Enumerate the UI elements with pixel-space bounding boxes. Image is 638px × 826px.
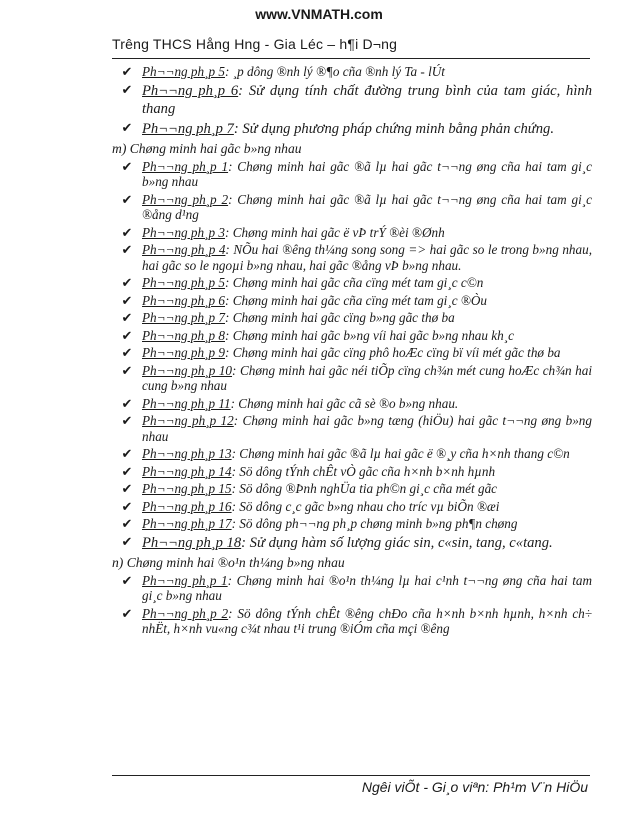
- method-text: [142, 159, 592, 190]
- method-item: [112, 499, 592, 515]
- method-text: [142, 275, 592, 291]
- method-description: : Sö dông c¸c gãc b»ng nhau cho tríc vµ biÕn ®æi: [231, 498, 500, 514]
- method-label: Ph¬¬ng ph¸p 3: [142, 224, 225, 240]
- check-icon: ✔: [121, 463, 133, 479]
- method-text: [142, 310, 592, 326]
- method-description: : Chøng minh hai gãc cña cïng mét tam gi¸c ®Òu: [225, 292, 488, 308]
- method-item: [112, 363, 592, 394]
- method-item: [112, 159, 592, 190]
- page-footer: Ngêi viÕt - Gi¸o viªn: Ph¹m V¨n HiÖu: [361, 779, 588, 795]
- method-item: [112, 82, 592, 118]
- check-icon: ✔: [121, 119, 133, 135]
- check-icon: ✔: [121, 292, 133, 308]
- method-text: [142, 242, 592, 273]
- method-item: [112, 345, 592, 361]
- method-label: Ph¬¬ng ph¸p 2: [142, 191, 229, 207]
- method-label: Ph¬¬ng ph¸p 8: [142, 327, 225, 343]
- method-text: [142, 516, 592, 532]
- header-divider: [112, 58, 590, 59]
- check-icon: ✔: [121, 275, 133, 290]
- method-description: : Chøng minh hai gãc néi tiÕp cïng ch¾n mét cung hoÆc ch¾n hai cung b»ng nhau: [142, 362, 592, 393]
- method-text: [142, 413, 592, 444]
- method-description: : Chøng minh hai gãc ®ã lµ hai gãc ë ®¸y cña h×nh thang c©n: [231, 446, 570, 461]
- check-icon: ✔: [121, 64, 133, 79]
- method-item: [112, 573, 592, 604]
- check-icon: ✔: [121, 345, 133, 360]
- method-item: [112, 534, 592, 552]
- site-url: www.VNMATH.com: [255, 6, 383, 22]
- check-icon: ✔: [121, 310, 133, 325]
- method-item: [112, 293, 592, 309]
- method-item: [112, 446, 592, 462]
- method-description: : Chøng minh hai gãc ®ã lµ hai gãc t¬¬ng øng cña hai tam gi¸c b»ng nhau: [142, 158, 592, 189]
- method-label: Ph¬¬ng ph¸p 5: [142, 64, 225, 79]
- method-item: [112, 64, 592, 80]
- method-text: [142, 534, 592, 552]
- method-description: : Sö dông tÝnh chÊt vÒ gãc cña h×nh b×nh hµnh: [231, 463, 496, 479]
- method-item: [112, 464, 592, 480]
- method-description: : Chøng minh hai gãc cïng phô hoÆc cïng bï víi mét gãc thø ba: [225, 345, 561, 360]
- method-item: [112, 310, 592, 326]
- method-label: Ph¬¬ng ph¸p 16: [142, 498, 232, 514]
- method-description: : NÕu hai ®êng th¼ng song song => hai gãc so le trong b»ng nhau, hai gãc so le ngoµi b»ng nhau, hai gãc ®ång vÞ b»ng nhau.: [142, 242, 592, 273]
- method-description: : Chøng minh hai gãc ®ã lµ hai gãc t¬¬ng øng cña hai tam gi¸c ®ång d¹ng: [142, 191, 592, 222]
- method-list-segments: [112, 573, 592, 637]
- check-icon: ✔: [121, 533, 133, 549]
- method-description: : Sö dông tÝnh chÊt ®êng chÐo cña h×nh b×nh hµnh, h×nh ch÷ nhËt, h×nh vu«ng c¾t nhau t¹i trung ®iÓm cña mçi ®êng: [142, 605, 593, 636]
- method-text: [142, 192, 592, 223]
- method-description: : Chøng minh hai gãc ë vÞ trÝ ®èi ®Ønh: [225, 224, 445, 240]
- method-label: Ph¬¬ng ph¸p 7: [142, 120, 234, 137]
- method-text: [142, 120, 592, 138]
- check-icon: ✔: [121, 516, 133, 531]
- method-text: [142, 82, 592, 118]
- method-item: [112, 516, 592, 532]
- method-text: [142, 464, 592, 480]
- method-item: [112, 225, 592, 241]
- method-text: [142, 396, 592, 412]
- check-icon: ✔: [121, 81, 133, 97]
- method-description: : Chøng minh hai ®o¹n th¼ng lµ hai c¹nh t¬¬ng øng cña hai tam gi¸c b»ng nhau: [142, 572, 593, 603]
- method-label: Ph¬¬ng ph¸p 11: [142, 395, 231, 411]
- method-text: [142, 481, 592, 497]
- method-item: [112, 120, 592, 138]
- method-text: [142, 64, 592, 80]
- method-list-angles: [112, 159, 592, 552]
- method-text: [142, 328, 592, 344]
- method-label: Ph¬¬ng ph¸p 14: [142, 463, 232, 479]
- method-description: : Chøng minh hai gãc b»ng víi hai gãc b»ng nhau kh¸c: [225, 327, 514, 343]
- method-item: [112, 328, 592, 344]
- footer-divider: [112, 775, 590, 776]
- method-label: Ph¬¬ng ph¸p 6: [142, 82, 239, 99]
- method-label: Ph¬¬ng ph¸p 12: [142, 413, 234, 428]
- method-text: [142, 293, 592, 309]
- check-icon: ✔: [121, 224, 133, 240]
- check-icon: ✔: [121, 191, 133, 207]
- method-label: Ph¬¬ng ph¸p 5: [142, 275, 225, 290]
- check-icon: ✔: [121, 362, 133, 378]
- method-label: Ph¬¬ng ph¸p 1: [142, 158, 229, 174]
- method-item: [112, 396, 592, 412]
- method-list-previous: [112, 64, 592, 138]
- method-item: [112, 242, 592, 273]
- method-description: : Chøng minh hai gãc cña cïng mét tam gi¸c c©n: [225, 275, 484, 290]
- method-description: : Sử dụng phương pháp chứng minh bằng phản chứng.: [233, 120, 554, 137]
- method-text: [142, 446, 592, 462]
- method-text: [142, 499, 592, 515]
- method-label: Ph¬¬ng ph¸p 4: [142, 242, 226, 257]
- section-heading-m: m) Chøng minh hai gãc b»ng nhau: [112, 140, 302, 156]
- method-text: [142, 225, 592, 241]
- method-label: Ph¬¬ng ph¸p 15: [142, 481, 232, 496]
- check-icon: ✔: [121, 605, 133, 621]
- section-heading-n: n) Chøng minh hai ®o¹n th¼ng b»ng nhau: [112, 554, 345, 570]
- method-label: Ph¬¬ng ph¸p 17: [142, 516, 232, 531]
- check-icon: ✔: [121, 395, 133, 411]
- check-icon: ✔: [121, 572, 133, 588]
- method-item: [112, 606, 592, 637]
- method-label: Ph¬¬ng ph¸p 10: [142, 362, 233, 378]
- method-text: [142, 573, 592, 604]
- check-icon: ✔: [121, 446, 133, 461]
- method-label: Ph¬¬ng ph¸p 2: [142, 605, 229, 621]
- page-header: Trêng THCS Hång Hng - Gia Léc – h¶i D¬ng: [112, 36, 398, 52]
- method-description: : Sö dông ®Þnh nghÜa tia ph©n gi¸c cña mét gãc: [231, 481, 498, 496]
- check-icon: ✔: [121, 158, 133, 174]
- check-icon: ✔: [121, 327, 133, 343]
- method-label: Ph¬¬ng ph¸p 13: [142, 446, 232, 461]
- method-description: : Sử dụng tính chất đường trung bình của tam giác, hình thang: [142, 82, 592, 117]
- method-description: : Sử dụng hàm số lượng giác sin, c«sin, tang, c«tang.: [241, 534, 553, 551]
- check-icon: ✔: [121, 498, 133, 514]
- method-item: [112, 481, 592, 497]
- method-item: [112, 275, 592, 291]
- method-label: Ph¬¬ng ph¸p 1: [142, 572, 228, 588]
- method-label: Ph¬¬ng ph¸p 18: [142, 534, 242, 551]
- method-description: : Sö dông ph¬¬ng ph¸p chøng minh b»ng ph¶n chøng: [231, 516, 518, 531]
- method-text: [142, 363, 592, 394]
- document-body: [112, 64, 592, 639]
- check-icon: ✔: [121, 242, 133, 257]
- method-text: [142, 345, 592, 361]
- method-description: : Chøng minh hai gãc cïng b»ng gãc thø ba: [225, 310, 455, 325]
- method-description: : Chøng minh hai gãc b»ng tæng (hiÖu) hai gãc t¬¬ng øng b»ng nhau: [142, 413, 592, 444]
- method-label: Ph¬¬ng ph¸p 9: [142, 345, 225, 360]
- method-label: Ph¬¬ng ph¸p 6: [142, 292, 225, 308]
- method-text: [142, 606, 592, 637]
- check-icon: ✔: [121, 413, 133, 428]
- method-item: [112, 413, 592, 444]
- method-item: [112, 192, 592, 223]
- method-description: : ¸p dông ®nh lý ®¶o cña ®nh lý Ta - lÚt: [225, 64, 445, 79]
- method-label: Ph¬¬ng ph¸p 7: [142, 310, 225, 325]
- check-icon: ✔: [121, 481, 133, 496]
- method-description: : Chøng minh hai gãc cã sè ®o b»ng nhau.: [230, 395, 459, 411]
